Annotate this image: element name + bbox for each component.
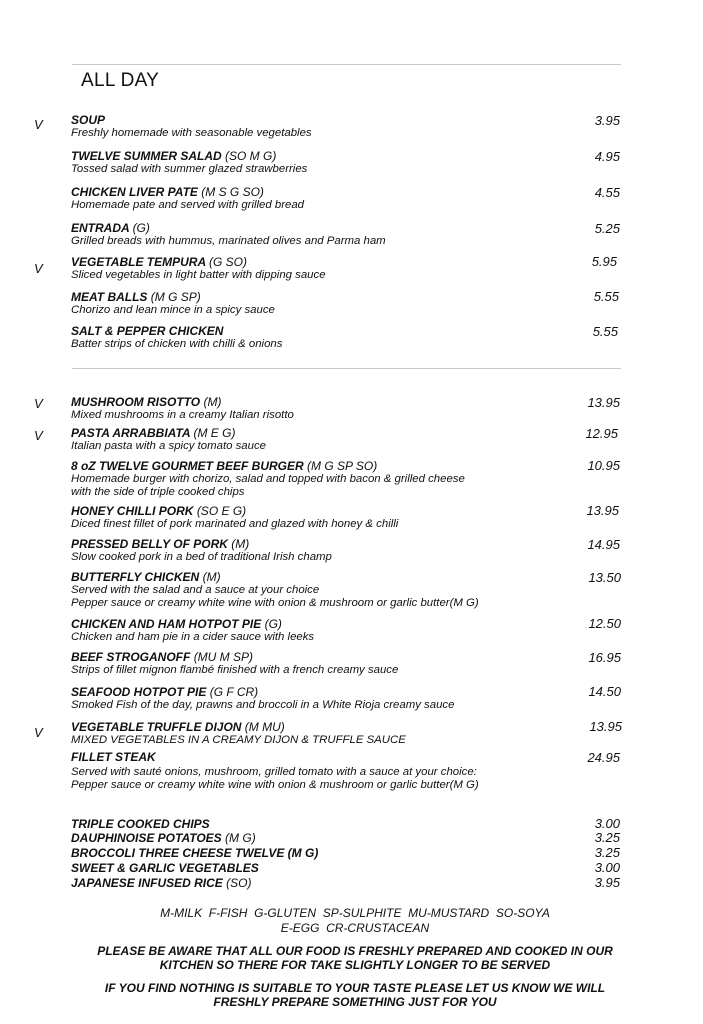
menu-item-entrada: ENTRADA (G) Grilled breads with hummus, marinated olives and Parma ham (71, 221, 386, 247)
side-item: DAUPHINOISE POTATOES (M G) (71, 831, 256, 845)
menu-item-fillet-steak: FILLET STEAK Served with sauté onions, mushroom, grilled tomato with a sauce at your choice: Pepper sauce or creamy white wine with onion & mushroom or garlic butter(M G) (71, 750, 479, 791)
side-item: BROCCOLI THREE CHEESE TWELVE (M G) (71, 846, 319, 860)
menu-item-seafood-hotpot: SEAFOOD HOTPOT PIE (G F CR) Smoked Fish of the day, prawns and broccoli in a White Rioja creamy sauce (71, 685, 455, 711)
middle-divider (72, 368, 621, 369)
item-price: 5.25 (594, 221, 620, 236)
side-price: 3.25 (594, 845, 620, 860)
menu-item-butterfly-chicken: BUTTERFLY CHICKEN (M) Served with the salad and a sauce at your choice Pepper sauce or creamy white wine with onion & mushroom or garlic butter(M G) (71, 570, 479, 609)
side-price: 3.95 (594, 875, 620, 890)
section-title: ALL DAY (81, 70, 160, 91)
menu-item-vegetable-tempura: VEGETABLE TEMPURA (G SO) Sliced vegetables in light batter with dipping sauce (71, 255, 326, 281)
menu-item-salt-pepper-chicken: SALT & PEPPER CHICKEN Batter strips of chicken with chilli & onions (71, 324, 283, 350)
item-price: 10.95 (587, 458, 620, 473)
notice-request: IF YOU FIND NOTHING IS SUITABLE TO YOUR TASTE PLEASE LET US KNOW WE WILL FRESHLY PREPARE SOMETHING JUST FOR YOU (104, 981, 606, 1009)
veg-marker: V (34, 396, 43, 411)
item-price: 5.55 (592, 324, 618, 339)
item-price: 14.95 (587, 537, 620, 552)
menu-item-chicken-ham-hotpot: CHICKEN AND HAM HOTPOT PIE (G) Chicken and ham pie in a cider sauce with leeks (71, 617, 315, 643)
item-price: 12.50 (588, 616, 621, 631)
menu-item-honey-chilli-pork: HONEY CHILLI PORK (SO E G) Diced finest fillet of pork marinated and glazed with honey & chilli (71, 504, 399, 530)
top-divider (72, 64, 621, 65)
item-price: 13.50 (588, 570, 621, 585)
item-price: 13.95 (589, 719, 622, 734)
item-price: 5.95 (591, 254, 617, 269)
menu-item-summer-salad: TWELVE SUMMER SALAD (SO M G) Tossed salad with summer glazed strawberries (71, 149, 308, 175)
menu-item-pressed-belly-pork: PRESSED BELLY OF PORK (M) Slow cooked pork in a bed of traditional Irish champ (71, 537, 332, 563)
menu-item-vegetable-truffle-dijon: VEGETABLE TRUFFLE DIJON (M MU) MIXED VEGETABLES IN A CREAMY DIJON & TRUFFLE SAUCE (71, 720, 406, 746)
item-price: 5.55 (593, 289, 619, 304)
side-price: 3.00 (594, 860, 620, 875)
veg-marker: V (34, 428, 43, 443)
menu-item-pasta-arrabbiata: PASTA ARRABBIATA (M E G) Italian pasta with a spicy tomato sauce (71, 426, 267, 452)
item-price: 4.95 (594, 149, 620, 164)
side-item: TRIPLE COOKED CHIPS (71, 817, 210, 831)
item-price: 13.95 (587, 395, 620, 410)
side-price: 3.25 (594, 830, 620, 845)
item-price: 24.95 (587, 750, 620, 765)
veg-marker: V (34, 261, 43, 276)
notice-freshly-prepared: PLEASE BE AWARE THAT ALL OUR FOOD IS FRESHLY PREPARED AND COOKED IN OUR KITCHEN SO THERE FOR TAKE SLIGHTLY LONGER TO BE SERVED (97, 944, 613, 972)
side-price: 3.00 (594, 816, 620, 831)
item-price: 13.95 (586, 503, 619, 518)
menu-item-mushroom-risotto: MUSHROOM RISOTTO (M) Mixed mushrooms in a creamy Italian risotto (71, 395, 294, 421)
menu-item-meat-balls: MEAT BALLS (M G SP) Chorizo and lean mince in a spicy sauce (71, 290, 275, 316)
item-price: 14.50 (588, 684, 621, 699)
item-price: 4.55 (594, 185, 620, 200)
veg-marker: V (34, 117, 43, 132)
veg-marker: V (34, 725, 43, 740)
item-price: 3.95 (594, 113, 620, 128)
menu-item-beef-stroganoff: BEEF STROGANOFF (MU M SP) Strips of fillet mignon flambé finished with a french creamy sauce (71, 650, 399, 676)
menu-item-chicken-liver-pate: CHICKEN LIVER PATE (M S G SO) Homemade pate and served with grilled bread (71, 185, 305, 211)
menu-item-soup: SOUP Freshly homemade with seasonable vegetables (71, 113, 312, 139)
side-item: SWEET & GARLIC VEGETABLES (71, 861, 259, 875)
item-price: 16.95 (588, 650, 621, 665)
allergen-legend: M-MILK F-FISH G-GLUTEN SP-SULPHITE MU-MUSTARD SO-SOYA E-EGG CR-CRUSTACEAN (160, 906, 550, 935)
side-item: JAPANESE INFUSED RICE (SO) (71, 876, 252, 890)
item-price: 12.95 (585, 426, 618, 441)
menu-item-beef-burger: 8 oZ TWELVE GOURMET BEEF BURGER (M G SP SO) Homemade burger with chorizo, salad and topped with bacon & grilled cheese with the side of triple cooked chips (71, 459, 465, 498)
